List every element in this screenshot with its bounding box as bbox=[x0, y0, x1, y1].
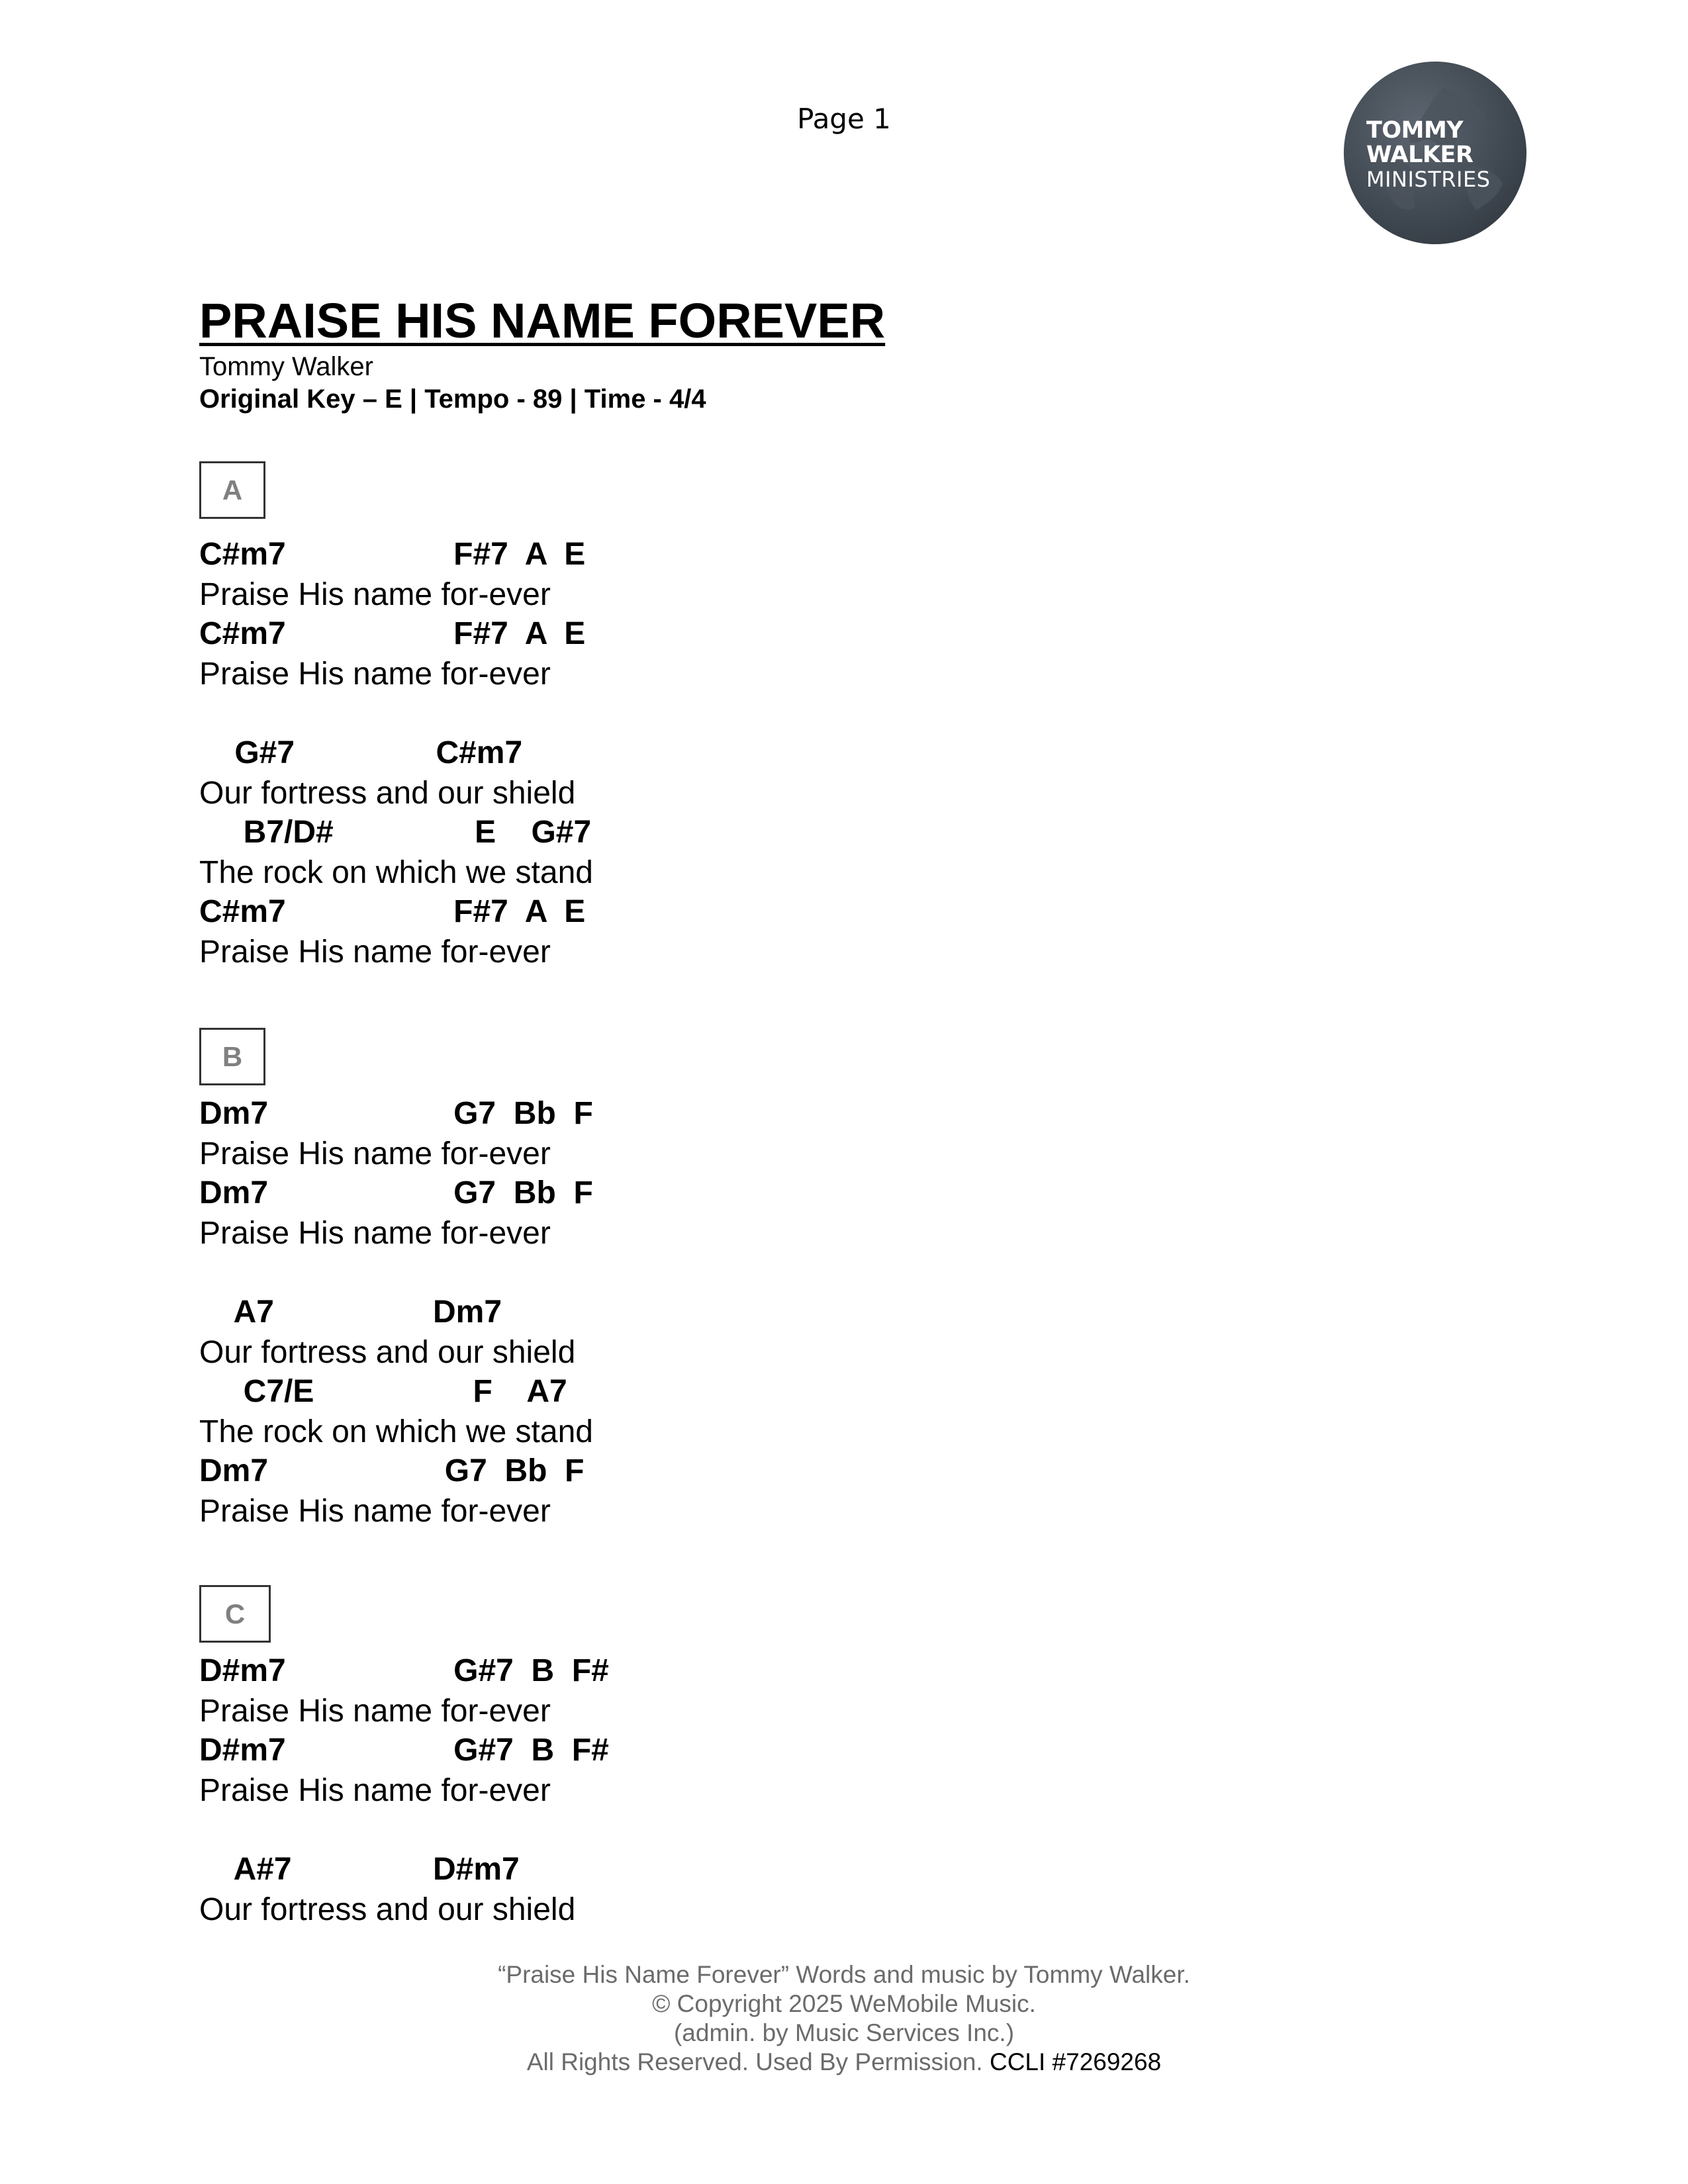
chord-line: Dm7 G7 Bb F bbox=[199, 1175, 593, 1210]
section-label-b: B bbox=[199, 1028, 265, 1085]
song-info: Original Key – E | Tempo - 89 | Time - 4/4 bbox=[199, 385, 706, 414]
section-label-c: C bbox=[199, 1585, 271, 1643]
footer-admin: (admin. by Music Services Inc.) bbox=[673, 2019, 1015, 2046]
chord-line: C#m7 F#7 A E bbox=[199, 616, 586, 651]
lyric-line: The rock on which we stand bbox=[199, 855, 593, 890]
ccli-number: CCLI #7269268 bbox=[989, 2048, 1162, 2075]
logo-line-2: WALKER bbox=[1366, 142, 1474, 168]
chord-line: C#m7 F#7 A E bbox=[199, 894, 586, 929]
copyright-footer bbox=[0, 1960, 1688, 2077]
lyric-line: Praise His name for-ever bbox=[199, 934, 551, 970]
chord-line: C#m7 F#7 A E bbox=[199, 537, 586, 572]
section-label-a: A bbox=[199, 461, 265, 519]
lyric-line: Praise His name for-ever bbox=[199, 577, 551, 612]
chord-line: D#m7 G#7 B F# bbox=[199, 1733, 609, 1768]
footer-credit: “Praise His Name Forever” Words and music by Tommy Walker. bbox=[498, 1961, 1190, 1988]
lyric-line: Praise His name for-ever bbox=[199, 1216, 551, 1251]
footer-rights-text: All Rights Reserved. Used By Permission. bbox=[526, 2048, 983, 2075]
chord-line: A7 Dm7 bbox=[199, 1295, 502, 1330]
logo-line-3: MINISTRIES bbox=[1366, 167, 1491, 192]
lyric-line: Our fortress and our shield bbox=[199, 776, 576, 811]
song-author: Tommy Walker bbox=[199, 352, 373, 381]
lyric-line: Praise His name for-ever bbox=[199, 657, 551, 692]
chord-line: A#7 D#m7 bbox=[199, 1852, 520, 1887]
footer-rights bbox=[0, 2048, 1688, 2077]
ministry-logo bbox=[1344, 62, 1526, 244]
lyric-line: Our fortress and our shield bbox=[199, 1892, 576, 1927]
chord-line: C7/E F A7 bbox=[199, 1374, 567, 1409]
footer-copyright: © Copyright 2025 WeMobile Music. bbox=[652, 1990, 1036, 2017]
lyric-line: Praise His name for-ever bbox=[199, 1694, 551, 1729]
lyric-line: Our fortress and our shield bbox=[199, 1335, 576, 1370]
song-header bbox=[199, 291, 885, 416]
chord-line: B7/D# E G#7 bbox=[199, 815, 592, 850]
page-label: Page 1 bbox=[797, 103, 891, 135]
lyric-line: The rock on which we stand bbox=[199, 1414, 593, 1449]
chord-line: G#7 C#m7 bbox=[199, 735, 523, 770]
chord-line: Dm7 G7 Bb F bbox=[199, 1453, 585, 1488]
chord-line: D#m7 G#7 B F# bbox=[199, 1653, 609, 1688]
song-title: PRAISE HIS NAME FOREVER bbox=[199, 293, 886, 348]
chord-line: Dm7 G7 Bb F bbox=[199, 1096, 593, 1131]
lyric-line: Praise His name for-ever bbox=[199, 1136, 551, 1171]
logo-line-1: TOMMY bbox=[1366, 117, 1464, 144]
lyric-line: Praise His name for-ever bbox=[199, 1494, 551, 1529]
lyric-line: Praise His name for-ever bbox=[199, 1773, 551, 1808]
